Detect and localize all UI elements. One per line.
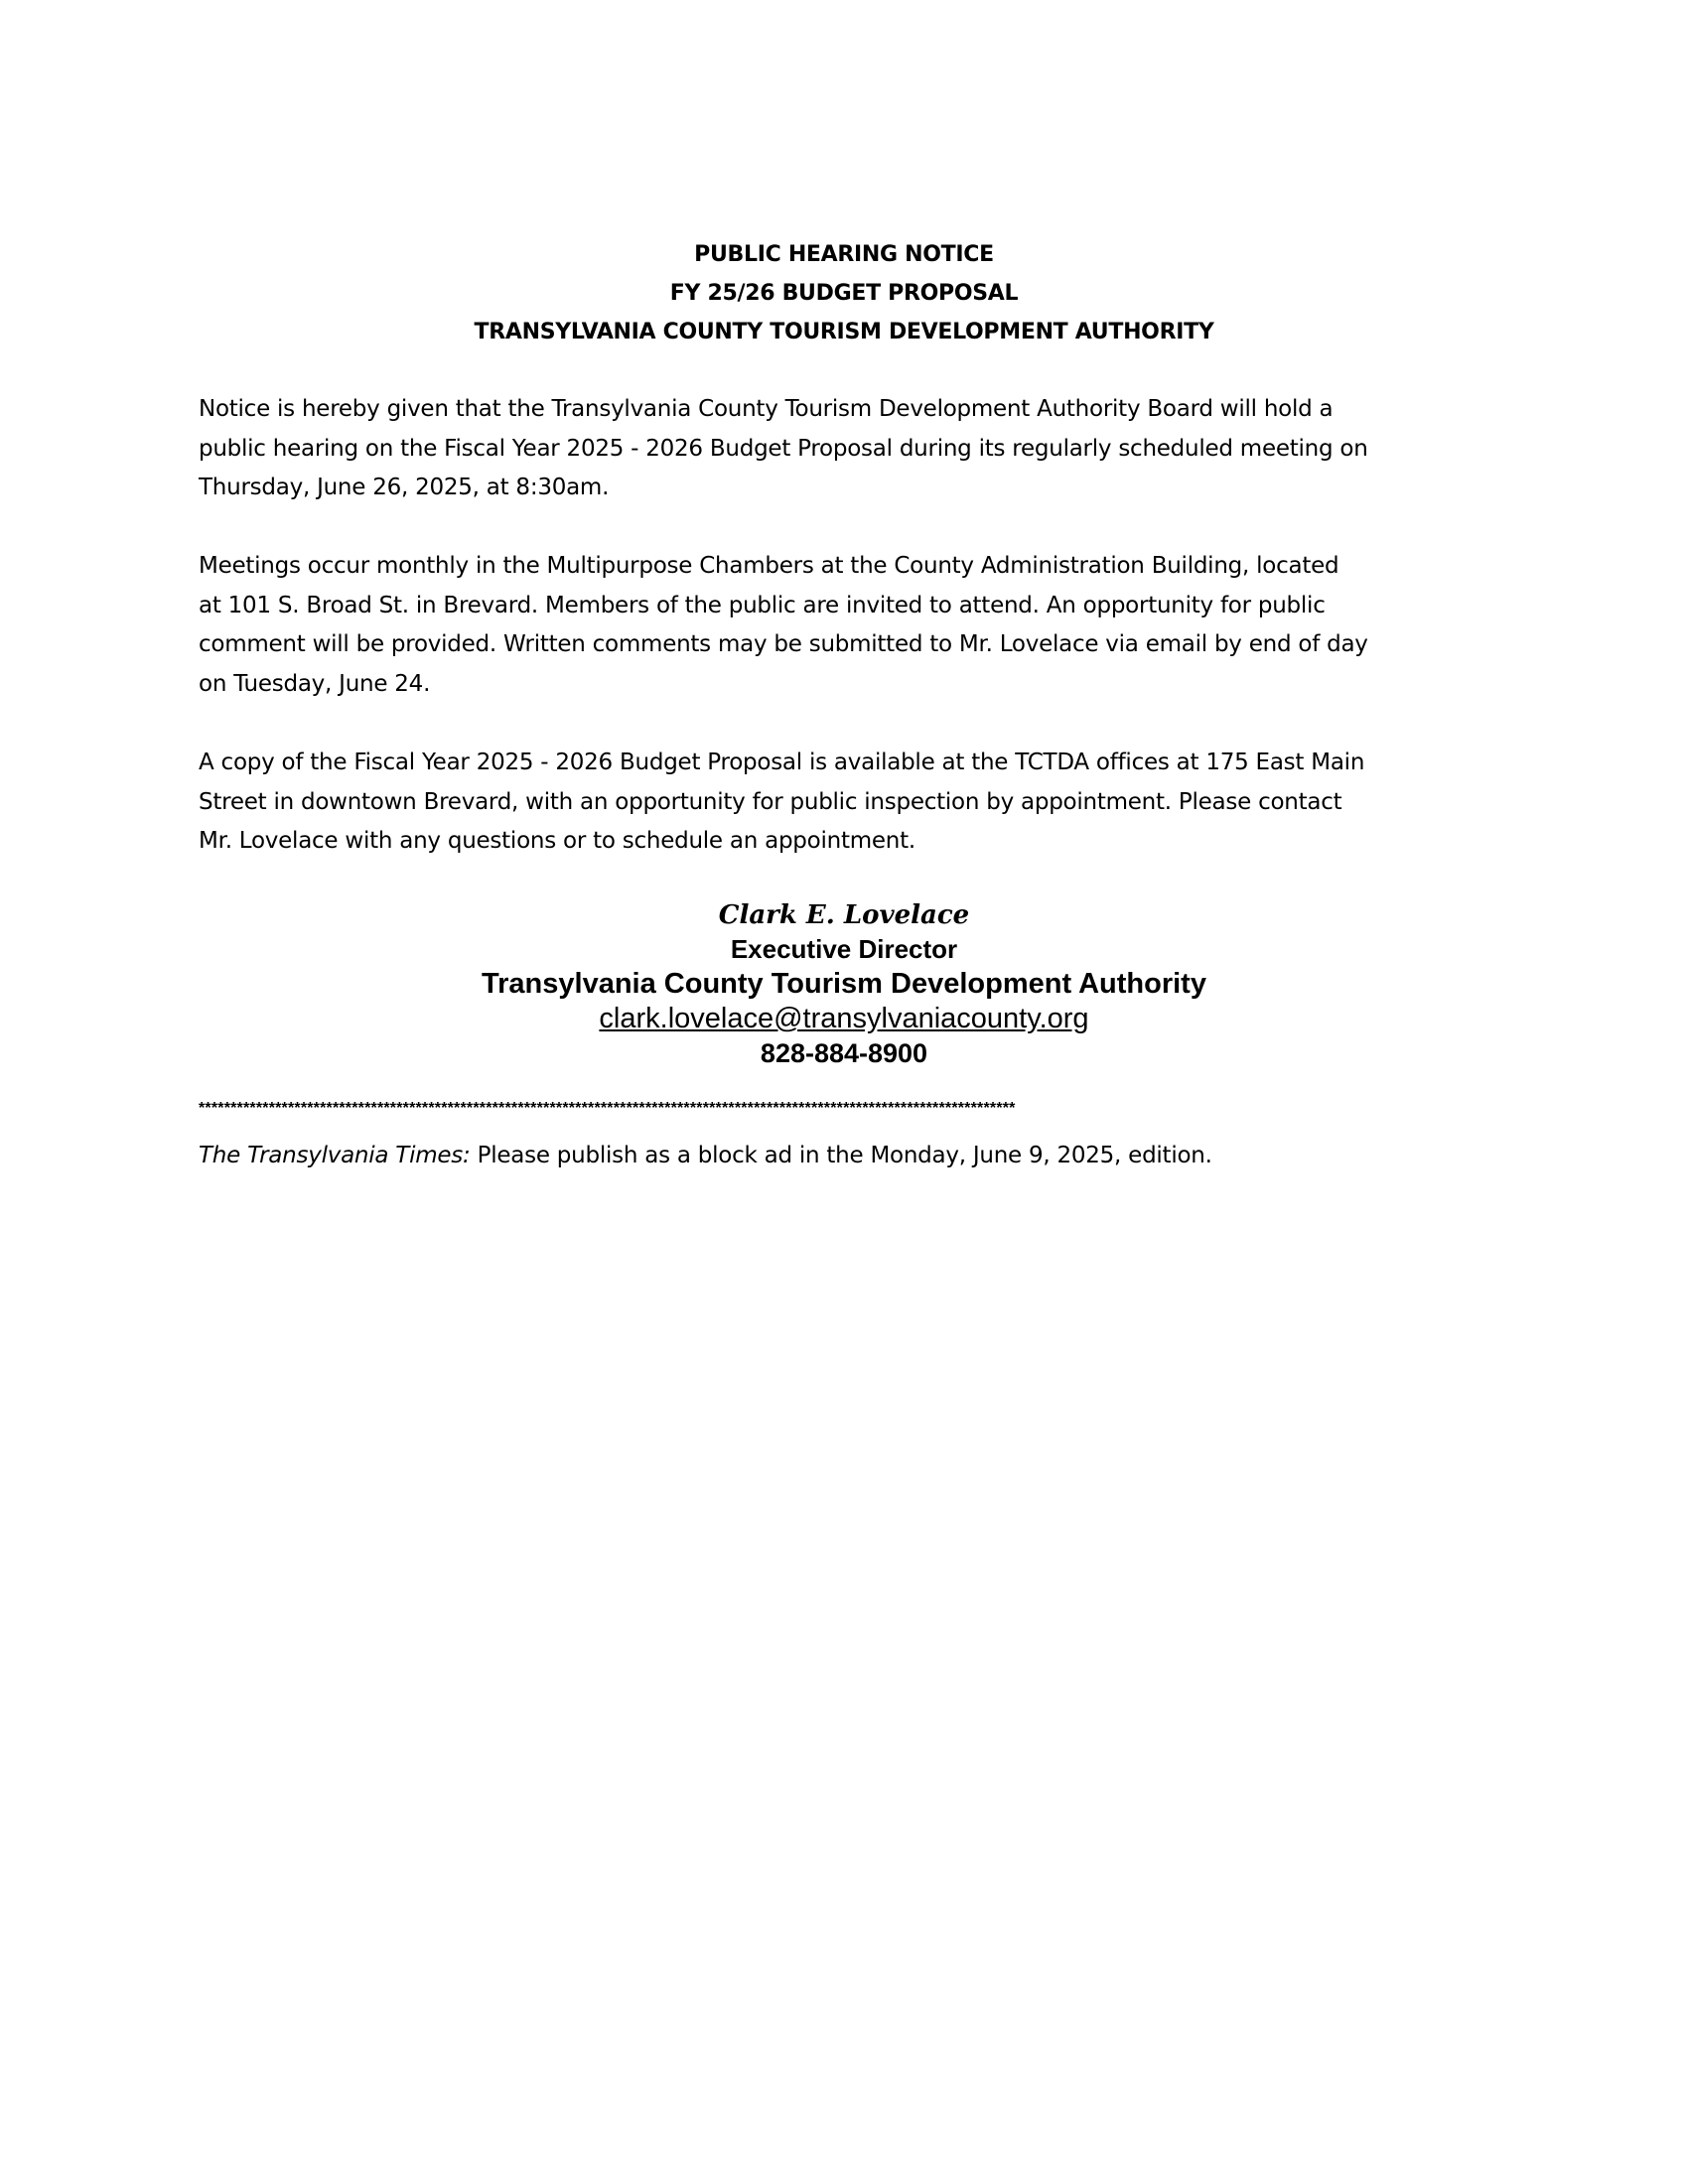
signer-title: Executive Director [730,934,958,964]
paragraph-line: comment will be provided. Written comments may be submitted to Mr. Lovelace via email by end of day [199,631,1368,657]
paragraph-line: Thursday, June 26, 2025, at 8:30am. [199,475,610,500]
paragraph-line: A copy of the Fiscal Year 2025 - 2026 Budget Proposal is available at the TCTDA offices at 175 East Main [199,750,1365,775]
signature-block [0,897,1688,1071]
notice-heading [0,235,1688,351]
signer-phone: 828-884-8900 [760,1038,928,1068]
heading-line-notice: PUBLIC HEARING NOTICE [694,242,994,267]
publication-text: Please publish as a block ad in the Monday, June 9, 2025, edition. [470,1143,1212,1168]
paragraph-meetings [199,547,1489,704]
paragraph-line: Street in downtown Brevard, with an opportunity for public inspection by appointment. Please contact [199,788,1342,815]
publication-name: The Transylvania Times: [199,1143,471,1168]
email-link[interactable]: clark.lovelace@transylvaniacounty.org [599,1003,1089,1034]
signer-organization: Transylvania County Tourism Development Authority [482,968,1206,1000]
heading-line-authority: TRANSYLVANIA COUNTY TOURISM DEVELOPMENT AUTHORITY [474,320,1214,344]
paragraph-copy [199,744,1489,862]
paragraph-line: on Tuesday, June 24. [199,670,431,697]
signer-name: Clark E. Lovelace [718,900,970,930]
paragraph-notice [199,390,1489,508]
paragraph-line: Notice is hereby given that the Transylvania County Tourism Development Authority Board will hold a [199,396,1334,422]
asterisk-separator: ******************************************************************************************************************************** [199,1100,1016,1117]
heading-line-budget: FY 25/26 BUDGET PROPOSAL [669,281,1019,306]
paragraph-line: public hearing on the Fiscal Year 2025 - 2026 Budget Proposal during its regularly scheduled meeting on [199,435,1368,462]
paragraph-line: Meetings occur monthly in the Multipurpose Chambers at the County Administration Building, located [199,553,1339,579]
paragraph-line: at 101 S. Broad St. in Brevard. Members of the public are invited to attend. An opportunity for public [199,592,1326,618]
paragraph-line: Mr. Lovelace with any questions or to schedule an appointment. [199,828,915,854]
publication-instruction [199,1137,1489,1175]
